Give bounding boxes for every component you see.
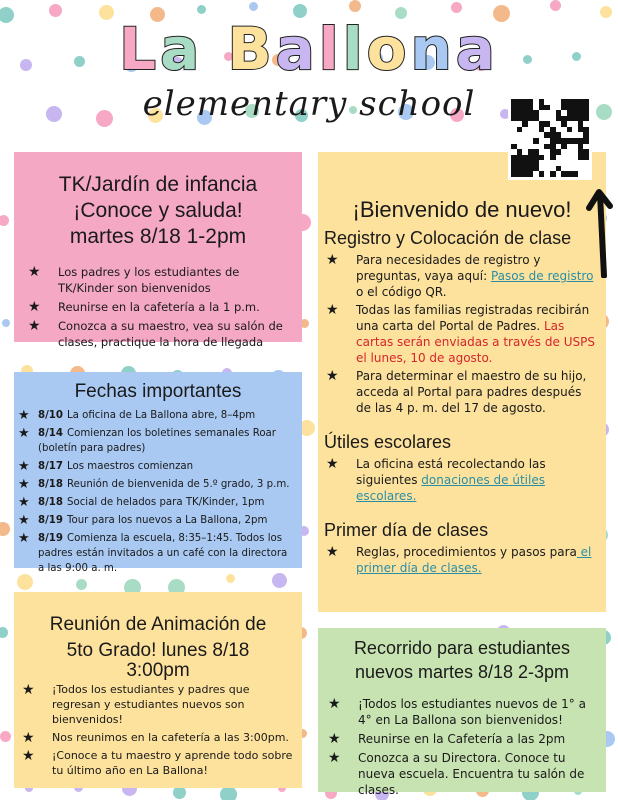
star-bullet-icon: ★ xyxy=(22,682,35,698)
polka-dot xyxy=(451,2,462,13)
polka-dot xyxy=(220,786,237,800)
title-letter: l xyxy=(342,15,367,83)
star-bullet-icon: ★ xyxy=(18,408,30,423)
list-item-text: Reunirse en la Cafetería a las 2pm xyxy=(358,732,566,746)
title-letter: n xyxy=(410,15,456,83)
date-text: Los maestros comienzan xyxy=(67,461,194,472)
polka-dot xyxy=(349,0,361,12)
list-item-text: La oficina está recolectando las siguientes xyxy=(356,457,546,487)
tk-panel-heading xyxy=(14,152,302,250)
list-item-text: Nos reunimos en la cafetería a las 3:00pm. xyxy=(52,731,289,744)
list-item-text: Reglas, procedimientos y pasos para xyxy=(356,545,577,559)
date-item xyxy=(18,459,294,474)
title-letter xyxy=(203,15,227,83)
list-item-text: ¡Conoce a tu maestro y aprende todo sobre tu último año en La Ballona! xyxy=(52,749,293,777)
title-letter: a xyxy=(275,15,319,83)
star-bullet-icon: ★ xyxy=(18,513,30,528)
date-item xyxy=(18,495,294,510)
school-title xyxy=(0,14,618,84)
tk-heading-line3: martes 8/18 1-2pm xyxy=(69,225,247,248)
date-text: Comienzan los boletines semanales Roar (boletín para padres) xyxy=(38,428,276,454)
title-letter: l xyxy=(318,15,343,83)
usps-notice: Las cartas serán enviadas a través de USPS el lunes, 10 de agosto. xyxy=(356,319,595,365)
list-item-text: Los padres y los estudiantes de TK/Kinder son bienvenidos xyxy=(58,265,240,295)
list-item xyxy=(322,252,596,300)
date-text: La oficina de La Ballona abre, 8–4pm xyxy=(67,410,256,421)
star-bullet-icon: ★ xyxy=(18,426,30,441)
school-subtitle: elementary school xyxy=(142,84,476,124)
star-bullet-icon: ★ xyxy=(18,459,30,474)
tour-list xyxy=(318,696,606,798)
title-letter: a xyxy=(160,15,204,83)
qr-code-icon[interactable] xyxy=(508,96,592,180)
list-item-text: Para necesidades de registro y preguntas, vaya aquí: xyxy=(356,253,541,283)
title-letter: o xyxy=(366,15,411,83)
date-item xyxy=(18,477,294,492)
list-item xyxy=(18,748,296,778)
fifth-list xyxy=(14,682,302,778)
supplies-list xyxy=(318,454,606,504)
list-item-text: ¡Todos los estudiantes y padres que regresan y estudiantes nuevos son bienvenidos! xyxy=(52,683,250,726)
list-item-text: o el código QR. xyxy=(356,285,447,299)
registration-title: Registro y Colocación de clase xyxy=(324,228,572,248)
date-text: Reunión de bienvenida de 5.º grado, 3 p.m. xyxy=(67,479,290,490)
star-bullet-icon: ★ xyxy=(326,544,339,560)
star-bullet-icon: ★ xyxy=(328,696,341,712)
date-label: 8/14 xyxy=(38,428,63,439)
title-letter: a xyxy=(455,15,499,83)
list-item-text: Conozca a su maestro, vea su salón de clases, practique la hora de llegada xyxy=(58,319,283,349)
registration-steps-link[interactable]: Pasos de registro xyxy=(490,269,594,283)
tk-list xyxy=(14,264,302,350)
star-bullet-icon: ★ xyxy=(18,495,30,510)
date-label: 8/18 xyxy=(38,497,63,508)
star-bullet-icon: ★ xyxy=(22,730,35,746)
polka-dot xyxy=(0,731,11,742)
list-item xyxy=(322,456,596,504)
first-day-title: Primer día de clases xyxy=(324,520,489,540)
date-label: 8/10 xyxy=(38,410,63,421)
list-item-text: Conozca a su Directora. Conoce tu nueva escuela. Encuentra tu salón de clases. xyxy=(358,751,585,797)
date-label: 8/19 xyxy=(38,515,63,526)
title-letter: B xyxy=(227,15,276,83)
star-bullet-icon: ★ xyxy=(326,456,339,472)
fifth-heading-line3: 3:00pm xyxy=(126,660,190,681)
list-item xyxy=(322,544,596,576)
list-item-text: Todas las familias registradas recibirán una carta del Portal de Padres. xyxy=(356,303,590,333)
date-item xyxy=(18,408,294,423)
fifth-panel-heading xyxy=(14,592,302,684)
polka-dot xyxy=(0,522,10,536)
list-item xyxy=(324,731,598,747)
list-item xyxy=(324,696,598,728)
list-item-text: Reunirse en la cafetería a la 1 p.m. xyxy=(58,300,260,314)
star-bullet-icon: ★ xyxy=(28,318,41,334)
polka-dot xyxy=(17,574,33,590)
star-bullet-icon: ★ xyxy=(326,302,339,318)
first-day-link[interactable]: el primer día de clases. xyxy=(356,545,592,575)
supplies-title: Útiles escolares xyxy=(324,432,452,452)
new-student-tour-panel xyxy=(318,628,606,797)
registration-list xyxy=(318,250,606,416)
polka-dot xyxy=(197,5,206,14)
polka-dot xyxy=(76,579,87,590)
dates-panel-heading: Fechas importantes xyxy=(74,381,242,402)
list-item xyxy=(322,302,596,366)
date-text: Social de helados para TK/Kinder, 1pm xyxy=(67,497,265,508)
date-label: 8/19 xyxy=(38,533,63,544)
date-item xyxy=(18,531,294,576)
polka-dot xyxy=(2,319,10,327)
dates-list xyxy=(14,404,302,576)
date-text: Comienza la escuela, 8:35–1:45. Todos los padres están invitados a un café con la directora a las 9:00 a. m. xyxy=(38,533,288,574)
fifth-grade-rally-panel xyxy=(14,592,302,788)
star-bullet-icon: ★ xyxy=(326,368,339,384)
polka-dot xyxy=(249,2,258,11)
tour-heading-line2: nuevos martes 8/18 2-3pm xyxy=(354,662,570,682)
tk-meet-greet-panel xyxy=(14,152,302,349)
arrow-up-icon xyxy=(584,186,614,278)
tour-heading-line1: Recorrido para estudiantes xyxy=(353,638,571,658)
list-item xyxy=(18,682,296,727)
tk-heading-line1: TK/Jardín de infancia xyxy=(58,173,258,196)
star-bullet-icon: ★ xyxy=(28,299,41,315)
date-label: 8/18 xyxy=(38,479,63,490)
list-item xyxy=(18,730,296,745)
list-item-text: ¡Todos los estudiantes nuevos de 1° a 4° en La Ballona son bienvenidos! xyxy=(358,697,586,727)
supply-donations-link[interactable]: donaciones de útiles escolares. xyxy=(356,473,545,503)
polka-dot xyxy=(0,215,9,226)
welcome-back-panel xyxy=(318,152,606,612)
star-bullet-icon: ★ xyxy=(326,252,339,268)
fifth-heading-line1: Reunión de Animación de xyxy=(49,614,267,635)
tour-panel-heading xyxy=(318,628,606,684)
school-name-title xyxy=(119,14,499,84)
date-label: 8/17 xyxy=(38,461,63,472)
list-item xyxy=(24,264,294,296)
fifth-heading-line2: 5to Grado! lunes 8/18 xyxy=(66,640,250,661)
list-item xyxy=(24,299,294,315)
star-bullet-icon: ★ xyxy=(328,750,341,766)
title-letter: L xyxy=(119,15,161,83)
important-dates-panel xyxy=(14,372,302,574)
date-text: Tour para los nuevos a La Ballona, 2pm xyxy=(67,515,268,526)
star-bullet-icon: ★ xyxy=(18,531,30,546)
date-item xyxy=(18,426,294,456)
star-bullet-icon: ★ xyxy=(28,264,41,280)
first-day-list xyxy=(318,542,606,576)
list-item xyxy=(24,318,294,350)
tk-heading-line2: ¡Conoce y saluda! xyxy=(73,199,243,222)
date-item xyxy=(18,513,294,528)
star-bullet-icon: ★ xyxy=(18,477,30,492)
list-item-text: Para determinar el maestro de su hijo, acceda al Portal para padres después de las 4 p. m. del 17 de agosto. xyxy=(356,369,587,415)
list-item xyxy=(322,368,596,416)
star-bullet-icon: ★ xyxy=(328,731,341,747)
polka-dot xyxy=(0,627,8,638)
star-bullet-icon: ★ xyxy=(22,748,35,764)
polka-dot xyxy=(550,0,561,11)
list-item xyxy=(324,750,598,798)
welcome-heading: ¡Bienvenido de nuevo! xyxy=(352,197,572,222)
